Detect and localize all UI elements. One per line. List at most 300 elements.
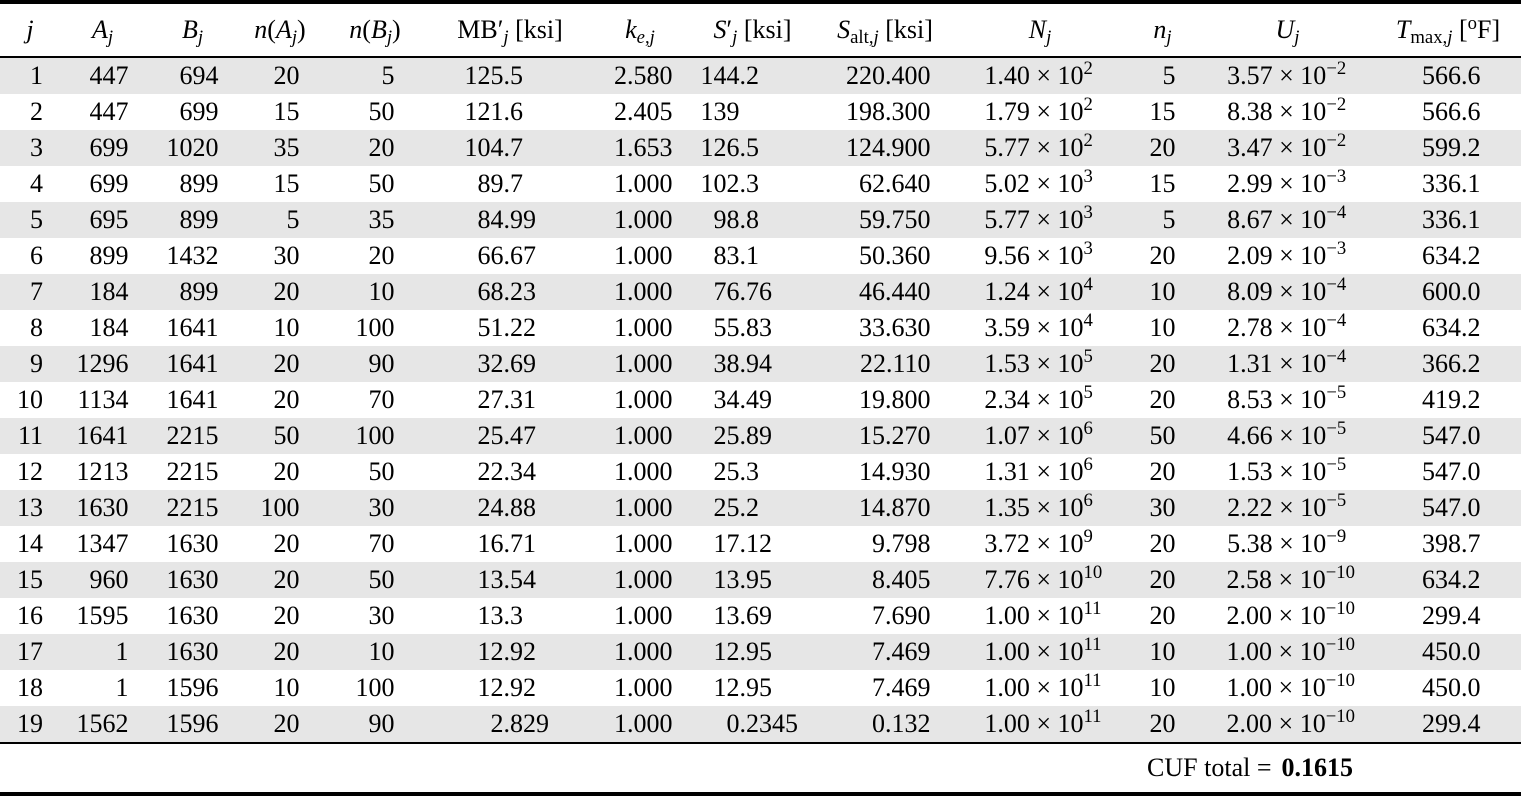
- value: 12.95: [713, 637, 772, 666]
- cell-A: [60, 454, 145, 490]
- cell-B: [145, 130, 240, 166]
- value: 699: [89, 133, 129, 162]
- cell-Salt: [815, 598, 955, 634]
- cell-A: [60, 346, 145, 382]
- value: 89.7: [477, 169, 523, 198]
- value: 15: [17, 565, 43, 594]
- cell-U: [1200, 94, 1375, 130]
- value: 1.000: [614, 709, 673, 738]
- cell-U: [1200, 274, 1375, 310]
- value: 1.000: [614, 457, 673, 486]
- value: 13: [17, 493, 43, 522]
- cell-j: [0, 562, 60, 598]
- cell-nB: [320, 94, 430, 130]
- cell-ke: [590, 202, 690, 238]
- value: 50: [1149, 421, 1176, 450]
- cell-ke: [590, 526, 690, 562]
- cell-T: [1375, 562, 1521, 598]
- value: 5: [1162, 205, 1176, 234]
- cell-n: [1125, 598, 1200, 634]
- value: 2: [30, 97, 43, 126]
- value: 121.6: [464, 97, 523, 126]
- value: 899: [179, 277, 219, 306]
- value: 70: [368, 385, 395, 414]
- cell-B: [145, 57, 240, 94]
- cell-nB: [320, 706, 430, 743]
- cell-T: [1375, 526, 1521, 562]
- value: 27.31: [477, 385, 536, 414]
- value: 2.405: [614, 97, 673, 126]
- value: 547.0: [1422, 493, 1481, 522]
- cell-N: [955, 598, 1125, 634]
- cell-MB: [430, 562, 590, 598]
- cell-N: [955, 526, 1125, 562]
- value: 125.5: [464, 61, 523, 90]
- cell-Salt: [815, 562, 955, 598]
- value: 20: [273, 457, 300, 486]
- table-row: [0, 454, 1521, 490]
- cell-T: [1375, 238, 1521, 274]
- cell-MB: [430, 418, 590, 454]
- value: 4: [30, 169, 43, 198]
- value: 20: [273, 601, 300, 630]
- value: 1596: [166, 673, 219, 702]
- col-header-n: $n_j$: [1125, 4, 1200, 57]
- value: 20: [368, 133, 395, 162]
- cell-nA: [240, 274, 320, 310]
- cell-j: [0, 634, 60, 670]
- value: 124.900: [846, 133, 931, 162]
- value: 10: [1149, 673, 1176, 702]
- value: 20: [1149, 385, 1176, 414]
- value: 699: [89, 169, 129, 198]
- cell-Salt: [815, 166, 955, 202]
- cell-A: [60, 166, 145, 202]
- cell-nA: [240, 310, 320, 346]
- value: 10: [273, 673, 300, 702]
- cell-T: [1375, 57, 1521, 94]
- cell-n: [1125, 454, 1200, 490]
- cell-j: [0, 418, 60, 454]
- col-header-MB: $MB'_j$ [ksi]: [430, 4, 590, 57]
- value: 66.67: [477, 241, 536, 270]
- value: 76.76: [713, 277, 772, 306]
- value: 10: [17, 385, 43, 414]
- cell-n: [1125, 274, 1200, 310]
- cell-n: [1125, 490, 1200, 526]
- value: 20: [1149, 529, 1176, 558]
- value: 1134: [77, 385, 129, 414]
- value: 20: [1149, 133, 1176, 162]
- cell-Salt: [815, 526, 955, 562]
- value: 1: [115, 637, 129, 666]
- cell-nB: [320, 274, 430, 310]
- cell-N: [955, 310, 1125, 346]
- cell-T: [1375, 94, 1521, 130]
- value: 12: [17, 457, 43, 486]
- cell-nA: [240, 706, 320, 743]
- cell-ke: [590, 706, 690, 743]
- cell-U: [1200, 634, 1375, 670]
- cell-N: [955, 634, 1125, 670]
- value: 694: [179, 61, 219, 90]
- value: $7.76 \times 10^{10}$: [984, 561, 1103, 594]
- value: 83.1: [713, 241, 759, 270]
- col-header-N: $N_j$: [955, 4, 1125, 57]
- value: $2.00 \times 10^{-10}$: [1226, 705, 1355, 738]
- table-row: [0, 598, 1521, 634]
- cell-N: [955, 166, 1125, 202]
- cell-B: [145, 526, 240, 562]
- cell-n: [1125, 634, 1200, 670]
- cell-N: [955, 454, 1125, 490]
- value: 220.400: [846, 61, 931, 90]
- cell-nB: [320, 238, 430, 274]
- cell-S: [690, 57, 815, 94]
- value: 299.4: [1422, 601, 1481, 630]
- table-row: [0, 274, 1521, 310]
- cell-n: [1125, 382, 1200, 418]
- value: 634.2: [1422, 241, 1481, 270]
- cell-ke: [590, 634, 690, 670]
- cell-Salt: [815, 382, 955, 418]
- cell-Salt: [815, 274, 955, 310]
- value: $1.00 \times 10^{-10}$: [1226, 669, 1355, 702]
- value: $3.57 \times 10^{-2}$: [1227, 57, 1347, 90]
- cell-nB: [320, 166, 430, 202]
- value: 3: [30, 133, 43, 162]
- value: 13.3: [477, 601, 523, 630]
- cell-U: [1200, 346, 1375, 382]
- value: 184: [89, 313, 129, 342]
- cell-nB: [320, 670, 430, 706]
- value: 6: [30, 241, 43, 270]
- value: 98.8: [713, 205, 759, 234]
- cell-S: [690, 274, 815, 310]
- cell-B: [145, 274, 240, 310]
- cell-U: [1200, 598, 1375, 634]
- cell-N: [955, 94, 1125, 130]
- cell-U: [1200, 490, 1375, 526]
- cell-nA: [240, 670, 320, 706]
- cell-MB: [430, 706, 590, 743]
- value: 30: [368, 493, 395, 522]
- value: $2.78 \times 10^{-4}$: [1227, 309, 1347, 342]
- cell-T: [1375, 202, 1521, 238]
- cell-B: [145, 238, 240, 274]
- cell-nA: [240, 562, 320, 598]
- cell-n: [1125, 310, 1200, 346]
- cell-j: [0, 598, 60, 634]
- cell-MB: [430, 94, 590, 130]
- value: $1.53 \times 10^5$: [984, 345, 1093, 378]
- cell-nA: [240, 346, 320, 382]
- cell-S: [690, 238, 815, 274]
- value: 366.2: [1422, 349, 1481, 378]
- value: 419.2: [1422, 385, 1481, 414]
- value: $5.02 \times 10^3$: [984, 165, 1093, 198]
- value: 17: [17, 637, 43, 666]
- value: 599.2: [1422, 133, 1481, 162]
- value: 84.99: [477, 205, 536, 234]
- cell-nB: [320, 418, 430, 454]
- cell-B: [145, 94, 240, 130]
- cell-ke: [590, 382, 690, 418]
- table-row: [0, 310, 1521, 346]
- cell-U: [1200, 57, 1375, 94]
- cell-j: [0, 238, 60, 274]
- cell-U: [1200, 562, 1375, 598]
- cell-N: [955, 490, 1125, 526]
- value: 10: [368, 277, 395, 306]
- value: 566.6: [1422, 97, 1481, 126]
- cell-Salt: [815, 418, 955, 454]
- value: 10: [1149, 313, 1176, 342]
- cell-MB: [430, 130, 590, 166]
- value: $2.99 \times 10^{-3}$: [1227, 165, 1347, 198]
- value: $9.56 \times 10^3$: [984, 237, 1093, 270]
- value: 68.23: [477, 277, 536, 306]
- cell-nB: [320, 454, 430, 490]
- value: 12.92: [477, 673, 536, 702]
- value: 90: [368, 709, 395, 738]
- cell-N: [955, 382, 1125, 418]
- cell-N: [955, 346, 1125, 382]
- value: 126.5: [700, 133, 759, 162]
- value: 336.1: [1422, 169, 1481, 198]
- value: 1432: [166, 241, 219, 270]
- value: 5: [1162, 61, 1176, 90]
- value: 24.88: [477, 493, 536, 522]
- cell-ke: [590, 94, 690, 130]
- cell-T: [1375, 670, 1521, 706]
- cell-T: [1375, 454, 1521, 490]
- value: 1641: [166, 385, 219, 414]
- cell-T: [1375, 274, 1521, 310]
- cell-ke: [590, 670, 690, 706]
- value: 20: [1149, 241, 1176, 270]
- cell-n: [1125, 166, 1200, 202]
- value: 15: [273, 97, 300, 126]
- cell-N: [955, 130, 1125, 166]
- value: $3.59 \times 10^4$: [984, 309, 1093, 342]
- value: 50: [368, 457, 395, 486]
- value: 20: [273, 61, 300, 90]
- value: 1630: [76, 493, 129, 522]
- cell-T: [1375, 598, 1521, 634]
- value: $1.00 \times 10^{-10}$: [1226, 633, 1355, 666]
- cell-MB: [430, 274, 590, 310]
- value: $1.00 \times 10^{11}$: [984, 669, 1102, 702]
- value: 1296: [76, 349, 129, 378]
- cell-MB: [430, 598, 590, 634]
- cell-U: [1200, 238, 1375, 274]
- value: 19: [17, 709, 43, 738]
- value: 1.000: [614, 637, 673, 666]
- cell-j: [0, 382, 60, 418]
- cell-A: [60, 94, 145, 130]
- value: 566.6: [1422, 61, 1481, 90]
- value: 447: [89, 97, 129, 126]
- cell-nB: [320, 634, 430, 670]
- value: 20: [368, 241, 395, 270]
- cell-Salt: [815, 346, 955, 382]
- table-row: [0, 634, 1521, 670]
- value: 20: [273, 529, 300, 558]
- value: 20: [273, 277, 300, 306]
- cell-nB: [320, 57, 430, 94]
- cell-j: [0, 346, 60, 382]
- cell-B: [145, 382, 240, 418]
- col-header-A: $A_j$: [60, 4, 145, 57]
- value: $8.38 \times 10^{-2}$: [1227, 93, 1347, 126]
- cell-S: [690, 526, 815, 562]
- value: 25.89: [713, 421, 772, 450]
- value: 20: [273, 637, 300, 666]
- value: 600.0: [1422, 277, 1481, 306]
- value: 38.94: [713, 349, 772, 378]
- cell-nB: [320, 526, 430, 562]
- value: $2.22 \times 10^{-5}$: [1227, 489, 1347, 522]
- cell-nB: [320, 310, 430, 346]
- cell-n: [1125, 202, 1200, 238]
- cell-Salt: [815, 706, 955, 743]
- value: 1.000: [614, 493, 673, 522]
- value: 15: [1149, 169, 1176, 198]
- table-row: [0, 238, 1521, 274]
- value: 1630: [166, 565, 219, 594]
- cell-ke: [590, 562, 690, 598]
- cell-j: [0, 670, 60, 706]
- table-body: [0, 57, 1521, 743]
- cell-MB: [430, 310, 590, 346]
- cell-A: [60, 526, 145, 562]
- cell-j: [0, 274, 60, 310]
- value: $1.07 \times 10^6$: [984, 417, 1093, 450]
- cell-n: [1125, 238, 1200, 274]
- value: 1.000: [614, 169, 673, 198]
- cell-ke: [590, 238, 690, 274]
- cell-j: [0, 490, 60, 526]
- cell-MB: [430, 346, 590, 382]
- value: 899: [89, 241, 129, 270]
- value: 299.4: [1422, 709, 1481, 738]
- value: $5.77 \times 10^2$: [984, 129, 1093, 162]
- value: 450.0: [1422, 637, 1481, 666]
- cell-j: [0, 526, 60, 562]
- value: 7.469: [872, 673, 931, 702]
- cell-S: [690, 310, 815, 346]
- value: 20: [1149, 709, 1176, 738]
- cell-U: [1200, 130, 1375, 166]
- value: 12.92: [477, 637, 536, 666]
- value: 2215: [166, 421, 219, 450]
- value: 1.000: [614, 205, 673, 234]
- value: 30: [1149, 493, 1176, 522]
- value: $1.40 \times 10^2$: [984, 57, 1093, 90]
- cell-MB: [430, 670, 590, 706]
- cell-nB: [320, 202, 430, 238]
- value: 1630: [166, 601, 219, 630]
- value: 100: [260, 493, 300, 522]
- cell-B: [145, 598, 240, 634]
- value: 1641: [166, 349, 219, 378]
- cell-Salt: [815, 202, 955, 238]
- cell-j: [0, 706, 60, 743]
- value: 144.2: [700, 61, 759, 90]
- cell-B: [145, 310, 240, 346]
- col-header-U: $U_j$: [1200, 4, 1375, 57]
- value: 20: [1149, 601, 1176, 630]
- cell-MB: [430, 57, 590, 94]
- cell-S: [690, 130, 815, 166]
- cell-nA: [240, 382, 320, 418]
- value: 1596: [166, 709, 219, 738]
- value: 10: [1149, 277, 1176, 306]
- cell-n: [1125, 94, 1200, 130]
- cell-B: [145, 490, 240, 526]
- cell-n: [1125, 346, 1200, 382]
- value: 2.829: [490, 709, 549, 738]
- cell-MB: [430, 238, 590, 274]
- value: 336.1: [1422, 205, 1481, 234]
- cell-j: [0, 454, 60, 490]
- col-header-T: $T_{max,j}$ [$^o$F]: [1375, 4, 1521, 57]
- value: 1347: [76, 529, 129, 558]
- value: $1.00 \times 10^{11}$: [984, 633, 1102, 666]
- value: 14: [17, 529, 43, 558]
- table-row: [0, 57, 1521, 94]
- cell-ke: [590, 454, 690, 490]
- value: $2.34 \times 10^5$: [984, 381, 1093, 414]
- cell-N: [955, 57, 1125, 94]
- value: 62.640: [859, 169, 931, 198]
- value: 1.000: [614, 241, 673, 270]
- cell-T: [1375, 130, 1521, 166]
- value: 13.95: [713, 565, 772, 594]
- value: $1.00 \times 10^{11}$: [984, 597, 1102, 630]
- cell-S: [690, 454, 815, 490]
- cell-S: [690, 382, 815, 418]
- value: 695: [89, 205, 129, 234]
- cell-A: [60, 562, 145, 598]
- cell-B: [145, 562, 240, 598]
- value: 46.440: [859, 277, 931, 306]
- cell-nA: [240, 526, 320, 562]
- value: 1.000: [614, 277, 673, 306]
- value: 1.653: [614, 133, 673, 162]
- cell-U: [1200, 418, 1375, 454]
- value: 547.0: [1422, 421, 1481, 450]
- cell-U: [1200, 670, 1375, 706]
- table-footer: [0, 743, 1521, 792]
- cell-U: [1200, 526, 1375, 562]
- value: 1.000: [614, 349, 673, 378]
- table-row: [0, 490, 1521, 526]
- value: 1.000: [614, 565, 673, 594]
- value: 17.12: [713, 529, 772, 558]
- cell-N: [955, 274, 1125, 310]
- value: 7.469: [872, 637, 931, 666]
- cell-A: [60, 670, 145, 706]
- value: 102.3: [700, 169, 759, 198]
- cell-MB: [430, 166, 590, 202]
- cell-T: [1375, 346, 1521, 382]
- cell-Salt: [815, 238, 955, 274]
- value: 1562: [76, 709, 129, 738]
- cell-S: [690, 598, 815, 634]
- cell-S: [690, 490, 815, 526]
